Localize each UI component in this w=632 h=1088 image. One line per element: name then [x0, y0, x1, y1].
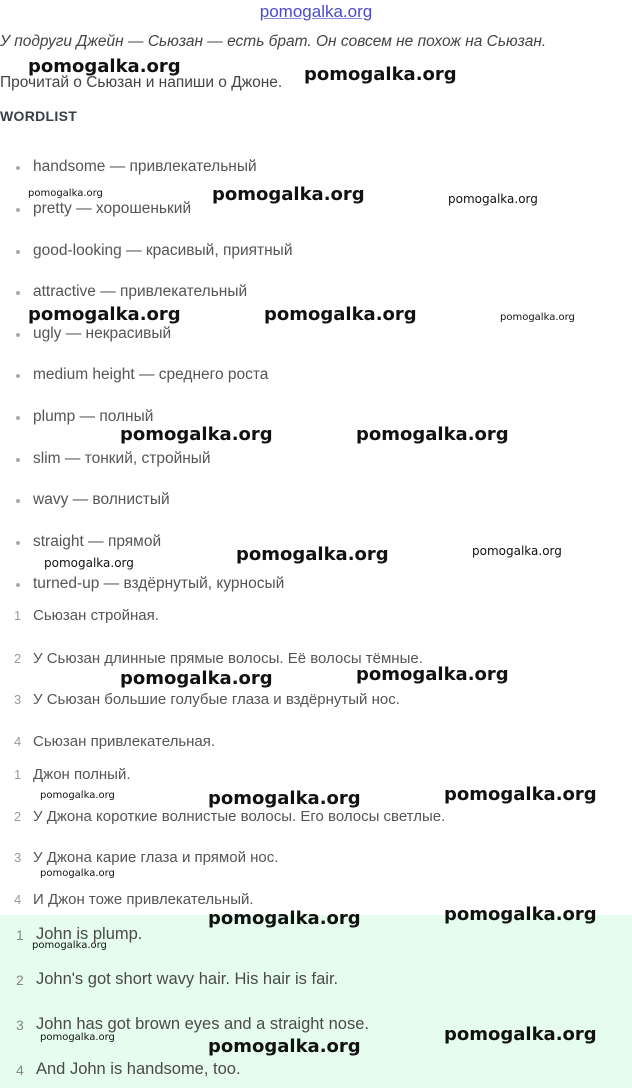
bullet-icon — [16, 583, 20, 587]
watermark: pomogalka.org — [472, 544, 562, 558]
watermark: pomogalka.org — [444, 1024, 597, 1045]
answer-item: 3 John has got brown eyes and a straight nose. — [16, 1015, 369, 1033]
list-item: 4 Сьюзан привлекательная. — [14, 733, 216, 750]
watermark: pomogalka.org — [264, 304, 417, 325]
site-header-link[interactable]: pomogalka.org — [259, 2, 373, 21]
wordlist-item: good-looking — красивый, приятный — [0, 242, 632, 264]
bullet-icon — [16, 458, 20, 462]
watermark: pomogalka.org — [444, 904, 597, 925]
bullet-icon — [16, 291, 20, 295]
watermark: pomogalka.org — [28, 188, 103, 199]
bullet-icon — [16, 541, 20, 545]
watermark: pomogalka.org — [500, 312, 575, 323]
watermark: pomogalka.org — [208, 1036, 361, 1057]
watermark: pomogalka.org — [356, 664, 509, 685]
watermark: pomogalka.org — [28, 304, 181, 325]
watermark: pomogalka.org — [208, 908, 361, 929]
wordlist-item: ugly — некрасивый — [0, 325, 632, 347]
wordlist-item: attractive — привлекательный — [0, 283, 632, 305]
wordlist-heading: WORDLIST — [0, 108, 78, 124]
bullet-icon — [16, 333, 20, 337]
intro-text: У подруги Джейн — Сьюзан — есть брат. Он совсем не похож на Сьюзан. — [0, 33, 547, 50]
wordlist-item: handsome — привлекательный — [0, 158, 632, 180]
wordlist-item: turned-up — вздёрнутый, курносый — [0, 575, 632, 597]
wordlist-item: slim — тонкий, стройный — [0, 450, 632, 472]
wordlist-item: pretty — хорошенький — [0, 200, 632, 222]
list-item: 1 Сьюзан стройная. — [14, 607, 159, 624]
bullet-icon — [16, 499, 20, 503]
wordlist-item: wavy — волнистый — [0, 491, 632, 513]
task-text: Прочитай о Сьюзан и напиши о Джоне. — [0, 74, 283, 91]
bullet-icon — [16, 166, 20, 170]
watermark: pomogalka.org — [28, 56, 181, 77]
watermark: pomogalka.org — [236, 544, 389, 565]
bullet-icon — [16, 250, 20, 254]
watermark: pomogalka.org — [208, 788, 361, 809]
wordlist-item: straight — прямой — [0, 533, 632, 555]
watermark: pomogalka.org — [120, 424, 273, 445]
list-item: 2 У Джона короткие волнистые волосы. Его волосы светлые. — [14, 808, 446, 825]
answer-item: 4 And John is handsome, too. — [16, 1060, 241, 1078]
watermark: pomogalka.org — [356, 424, 509, 445]
list-item: 4 И Джон тоже привлекательный. — [14, 891, 254, 908]
list-item: 1 Джон полный. — [14, 766, 131, 783]
watermark: pomogalka.org — [40, 1032, 115, 1043]
bullet-icon — [16, 374, 20, 378]
watermark: pomogalka.org — [448, 192, 538, 206]
watermark: pomogalka.org — [44, 556, 134, 570]
wordlist-item: medium height — среднего роста — [0, 366, 632, 388]
answer-item: 1 John is plump. — [16, 925, 143, 943]
list-item: 3 У Сьюзан большие голубые глаза и вздёрнутый нос. — [14, 691, 400, 708]
watermark: pomogalka.org — [40, 790, 115, 801]
answer-item: 2 John's got short wavy hair. His hair is fair. — [16, 970, 339, 988]
wordlist-item: plump — полный — [0, 408, 632, 430]
watermark: pomogalka.org — [212, 184, 365, 205]
bullet-icon — [16, 416, 20, 420]
watermark: pomogalka.org — [32, 940, 107, 951]
watermark: pomogalka.org — [444, 784, 597, 805]
watermark: pomogalka.org — [120, 668, 273, 689]
watermark: pomogalka.org — [40, 868, 115, 879]
list-item: 3 У Джона карие глаза и прямой нос. — [14, 849, 279, 866]
bullet-icon — [16, 208, 20, 212]
list-item: 2 У Сьюзан длинные прямые волосы. Её волосы тёмные. — [14, 650, 423, 667]
watermark: pomogalka.org — [304, 64, 457, 85]
